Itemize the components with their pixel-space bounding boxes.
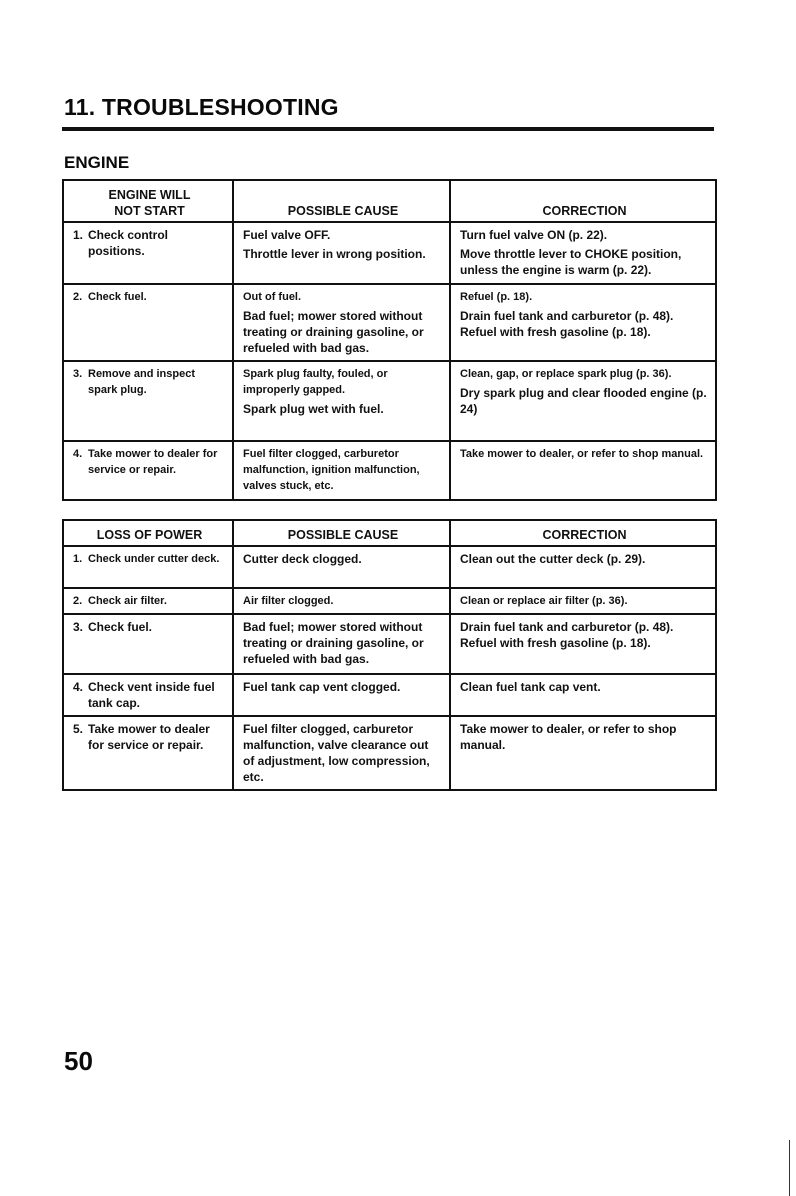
cause-cell: Air filter clogged.: [233, 588, 450, 614]
step-cell: 1. Check control positions.: [63, 222, 233, 284]
header-loss-of-power: LOSS OF POWER: [63, 520, 233, 546]
correction-cell: Clean, gap, or replace spark plug (p. 36). Dry spark plug and clear flooded engine (p. 24): [450, 361, 716, 441]
header-possible-cause: POSSIBLE CAUSE: [233, 520, 450, 546]
table-row: [63, 614, 716, 674]
header-correction: CORRECTION: [450, 180, 716, 222]
title-rule: [62, 127, 714, 131]
table-row: [63, 674, 716, 716]
correction-cell: Take mower to dealer, or refer to shop manual.: [450, 716, 716, 790]
cause-cell: Bad fuel; mower stored without treating or draining gasoline, or refueled with bad gas.: [233, 614, 450, 674]
page-title: 11. TROUBLESHOOTING: [64, 94, 339, 120]
table-row: [63, 284, 716, 361]
correction-cell: Clean fuel tank cap vent.: [450, 674, 716, 716]
step-cell: 3. Remove and inspect spark plug.: [63, 361, 233, 441]
correction-cell: Take mower to dealer, or refer to shop manual.: [450, 441, 716, 500]
step-cell: 2. Check air filter.: [63, 588, 233, 614]
table-row: [63, 716, 716, 790]
correction-cell: Drain fuel tank and carburetor (p. 48). Refuel with fresh gasoline (p. 18).: [450, 614, 716, 674]
power-troubleshooting-table: [62, 519, 717, 791]
step-cell: 3. Check fuel.: [63, 614, 233, 674]
table-row: [63, 361, 716, 441]
table-row: [63, 588, 716, 614]
page-number: 50: [64, 1046, 93, 1076]
header-possible-cause: POSSIBLE CAUSE: [233, 180, 450, 222]
cause-cell: Spark plug faulty, fouled, or improperly gapped. Spark plug wet with fuel.: [233, 361, 450, 441]
cause-cell: Fuel valve OFF. Throttle lever in wrong position.: [233, 222, 450, 284]
step-cell: 4. Check vent inside fuel tank cap.: [63, 674, 233, 716]
header-correction: CORRECTION: [450, 520, 716, 546]
cause-cell: Fuel filter clogged, carburetor malfunction, valve clearance out of adjustment, low compression, etc.: [233, 716, 450, 790]
table-row: [63, 441, 716, 500]
step-cell: 4. Take mower to dealer for service or repair.: [63, 441, 233, 500]
step-cell: 1. Check under cutter deck.: [63, 546, 233, 588]
table-row: [63, 222, 716, 284]
correction-cell: Refuel (p. 18). Drain fuel tank and carburetor (p. 48). Refuel with fresh gasoline (p. 18).: [450, 284, 716, 361]
correction-cell: Clean out the cutter deck (p. 29).: [450, 546, 716, 588]
step-cell: 5. Take mower to dealer for service or repair.: [63, 716, 233, 790]
cause-cell: Cutter deck clogged.: [233, 546, 450, 588]
scan-edge-line: [789, 1140, 790, 1196]
cause-cell: Out of fuel. Bad fuel; mower stored without treating or draining gasoline, or refueled with bad gas.: [233, 284, 450, 361]
correction-cell: Clean or replace air filter (p. 36).: [450, 588, 716, 614]
table-row: [63, 546, 716, 588]
correction-cell: Turn fuel valve ON (p. 22). Move throttle lever to CHOKE position, unless the engine is warm (p. 22).: [450, 222, 716, 284]
header-engine-will-not-start: ENGINE WILL NOT START: [63, 180, 233, 222]
engine-troubleshooting-table: [62, 179, 717, 501]
section-heading-engine: ENGINE: [64, 153, 130, 172]
step-cell: 2. Check fuel.: [63, 284, 233, 361]
cause-cell: Fuel filter clogged, carburetor malfunction, ignition malfunction, valves stuck, etc.: [233, 441, 450, 500]
cause-cell: Fuel tank cap vent clogged.: [233, 674, 450, 716]
